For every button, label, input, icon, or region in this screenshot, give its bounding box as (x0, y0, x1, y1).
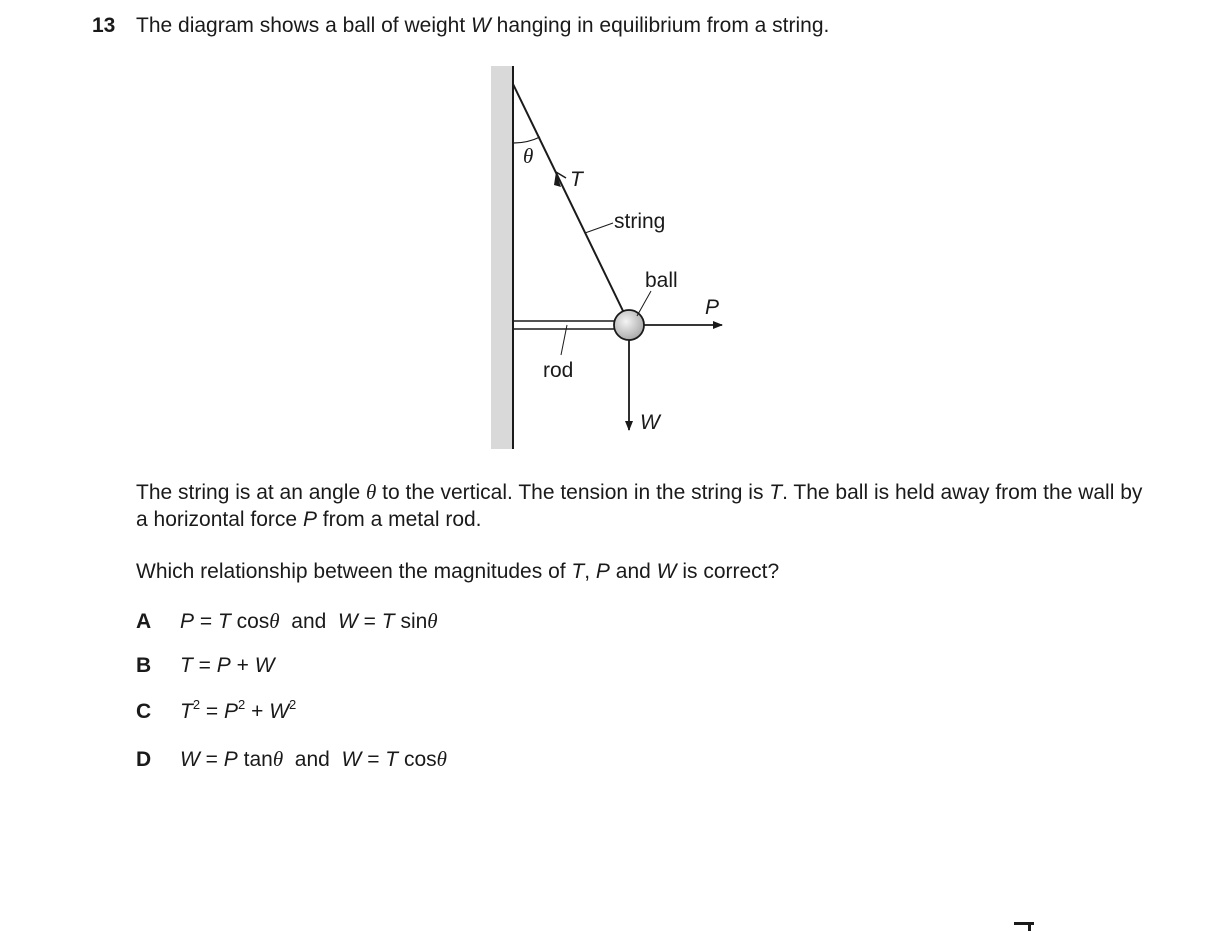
p1-text-2: to the vertical. The tension in the string is (376, 481, 770, 504)
ball (614, 310, 644, 340)
option-d-cos: cos (398, 748, 437, 771)
option-d-w: W (180, 748, 200, 771)
option-d-and: and (283, 748, 342, 771)
option-a-w: W (338, 610, 358, 633)
ball-label: ball (645, 269, 678, 292)
option-c-sup2: 2 (238, 697, 246, 712)
p2-text-4: is correct? (676, 560, 780, 583)
option-a-cos: cos (230, 610, 270, 633)
option-a-eq2: = (357, 610, 382, 633)
option-a-and: and (279, 610, 339, 633)
tension-label: T (570, 168, 583, 191)
wall (491, 66, 513, 449)
p1-text-4: from a metal rod. (316, 508, 482, 531)
option-d-letter: D (136, 748, 152, 771)
theta-label: θ (523, 144, 534, 168)
option-c-eq: = (200, 700, 224, 723)
option-c-letter: C (136, 700, 152, 723)
question-number: 13 (92, 14, 116, 37)
option-a-p: P (180, 610, 195, 633)
option-c[interactable] (136, 698, 296, 726)
question-prompt (136, 558, 1146, 585)
option-c-w: W (269, 700, 290, 723)
option-b-w: W (254, 654, 275, 677)
option-c-p: P (224, 700, 239, 723)
option-a[interactable] (136, 607, 438, 636)
weight-label: W (640, 411, 660, 434)
string-line (513, 84, 624, 313)
option-d-w2: W (341, 748, 362, 771)
p1-var-p: P (302, 508, 317, 531)
option-d-theta1: θ (272, 747, 284, 771)
page-corner-mark (1014, 922, 1034, 931)
option-d-t: T (385, 748, 399, 771)
option-a-sin: sin (394, 610, 428, 633)
option-a-t: T (217, 610, 231, 633)
option-d-eq2: = (361, 748, 386, 771)
p2-var-w: W (656, 560, 677, 583)
force-p-label: P (705, 296, 720, 319)
stem-variable-w: W (471, 14, 491, 37)
option-c-t: T (180, 700, 193, 723)
p1-text-3: . The ball is held away from the wall by a horizontal force (136, 481, 1143, 531)
p2-var-p: P (595, 560, 610, 583)
option-d-tan: tan (237, 748, 273, 771)
option-a-theta1: θ (269, 609, 280, 633)
option-c-sup1: 2 (192, 697, 201, 712)
description-paragraph (136, 479, 1146, 533)
option-a-eq1: = (194, 610, 218, 633)
p2-text-3: and (609, 560, 657, 583)
option-a-t2: T (381, 610, 395, 633)
option-b[interactable] (136, 652, 275, 680)
p2-text-2: , (584, 560, 596, 583)
option-b-plus: + (230, 654, 255, 677)
stem-text-2: hanging in equilibrium from a string. (490, 14, 830, 37)
stem-text-1: The diagram shows a ball of weight (136, 14, 472, 37)
option-b-p: P (216, 654, 231, 677)
angle-arc (513, 137, 540, 143)
option-c-plus: + (245, 700, 270, 723)
option-d-theta2: θ (436, 747, 447, 771)
option-d-p: P (223, 748, 238, 771)
option-d[interactable] (136, 745, 447, 774)
p1-var-t: T (769, 481, 783, 504)
option-b-eq: = (192, 654, 217, 677)
rod-label: rod (543, 359, 574, 382)
option-d-eq1: = (199, 748, 224, 771)
p1-text-1: The string is at an angle (136, 481, 366, 504)
string-leader-line (585, 223, 613, 233)
option-a-letter: A (136, 610, 152, 633)
p1-theta: θ (365, 480, 377, 504)
option-c-sup3: 2 (289, 697, 297, 712)
option-b-t: T (180, 654, 193, 677)
string-label: string (614, 210, 666, 233)
option-b-letter: B (136, 654, 152, 677)
p2-var-t: T (571, 560, 585, 583)
ball-leader-line (637, 291, 651, 316)
p2-text-1: Which relationship between the magnitudes of (136, 560, 572, 583)
option-a-theta2: θ (427, 609, 438, 633)
